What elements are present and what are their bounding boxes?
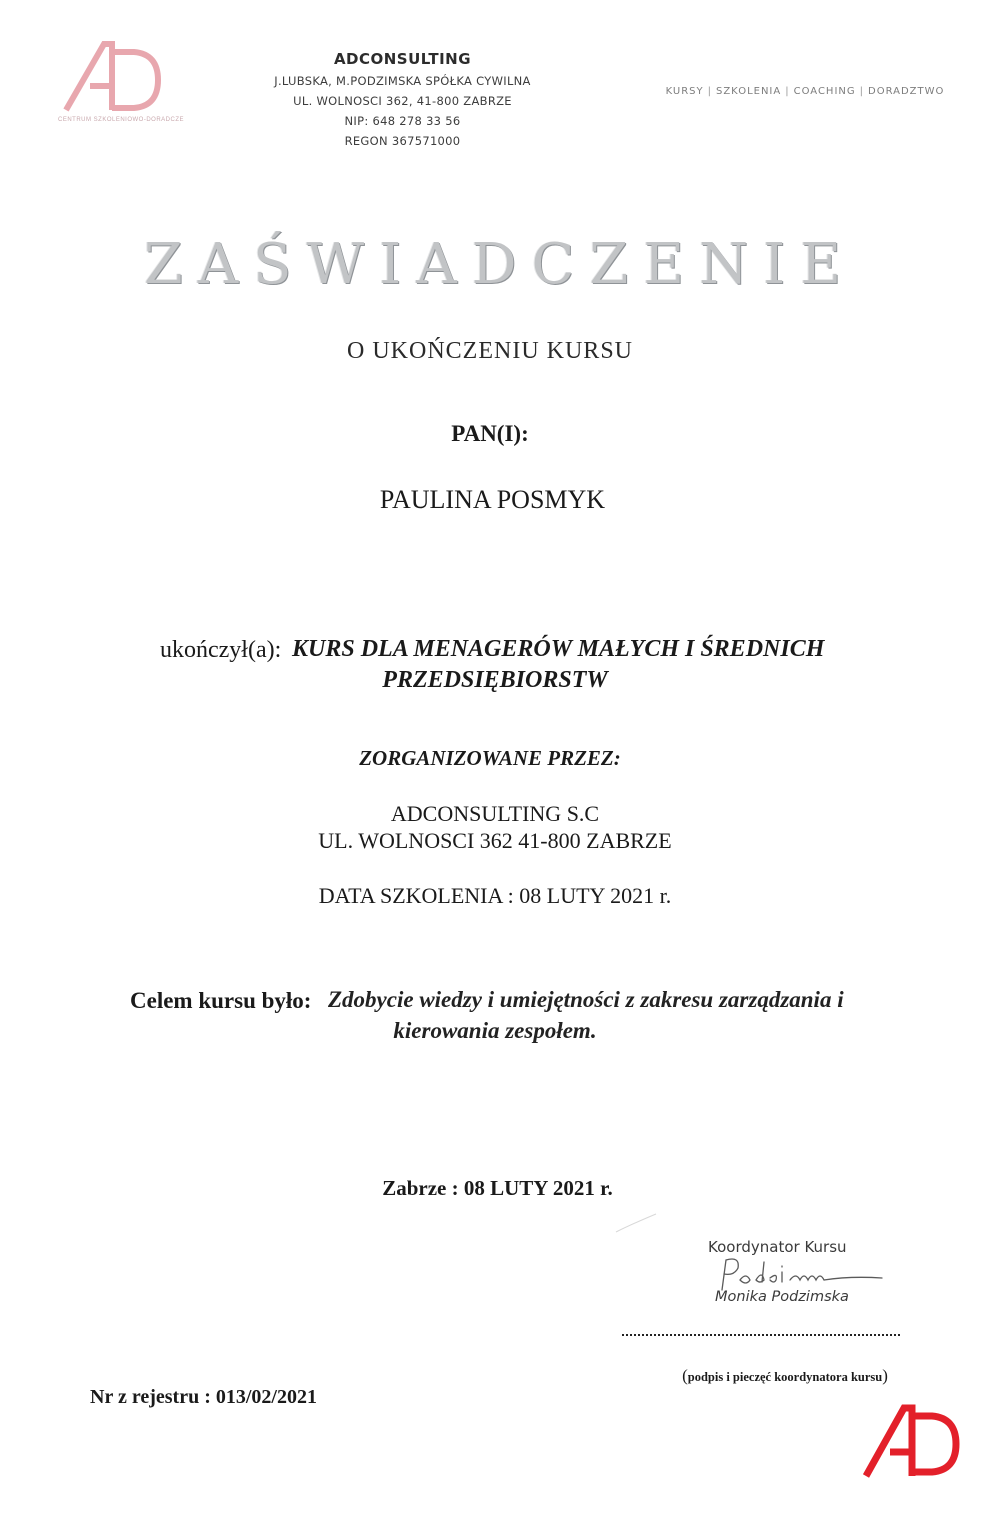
place-and-date: Zabrze : 08 LUTY 2021 r. bbox=[382, 1176, 613, 1200]
company-nip: NIP: 648 278 33 56 bbox=[344, 114, 461, 128]
coordinator-name: Monika Podzimska bbox=[715, 1289, 849, 1305]
course-name-line1: KURS DLA MENAGERÓW MAŁYCH I ŚREDNICH bbox=[292, 636, 825, 662]
document-subtitle: O UKOŃCZENIU KURSU bbox=[347, 338, 633, 364]
company-name: ADCONSULTING bbox=[333, 50, 472, 68]
logo-tagline: CENTRUM SZKOLENIOWO-DORADCZE bbox=[58, 117, 185, 123]
course-name-line2: PRZEDSIĘBIORSTW bbox=[382, 667, 608, 693]
register-number: Nr z rejestru : 013/02/2021 bbox=[90, 1386, 317, 1408]
course-goal-text-line1: Zdobycie wiedzy i umiejętności z zakresu zarządzania i bbox=[328, 987, 844, 1012]
service-item: COACHING bbox=[793, 86, 856, 97]
document-title: ZAŚWIADCZENIE bbox=[143, 232, 857, 297]
company-regon: REGON 367571000 bbox=[344, 134, 461, 148]
organized-by-label: ZORGANIZOWANE PRZEZ: bbox=[359, 746, 621, 770]
recipient-label: PAN(I): bbox=[451, 421, 529, 446]
service-item: SZKOLENIA bbox=[715, 86, 782, 97]
company-address: UL. WOLNOSCI 362, 41-800 ZABRZE bbox=[293, 94, 512, 108]
completed-label: ukończył(a): bbox=[160, 637, 282, 663]
company-logo-top bbox=[60, 36, 170, 116]
service-item: KURSY bbox=[665, 86, 704, 97]
company-info bbox=[250, 50, 555, 151]
recipient-name: PAULINA POSMYK bbox=[379, 485, 606, 514]
signature-caption: (podpis i pieczęć koordynatora kursu) bbox=[682, 1366, 888, 1385]
coordinator-stamp-label: Koordynator Kursu bbox=[708, 1238, 847, 1256]
signature-line bbox=[622, 1334, 900, 1336]
course-goal-label: Celem kursu było: bbox=[130, 988, 312, 1013]
organizer-name: ADCONSULTING S.C bbox=[390, 801, 600, 826]
company-logo-bottom bbox=[860, 1400, 965, 1480]
training-date: DATA SZKOLENIA : 08 LUTY 2021 r. bbox=[318, 883, 672, 908]
services-list: KURSY | SZKOLENIA | COACHING | DORADZTWO bbox=[665, 86, 945, 97]
organizer-address: UL. WOLNOSCI 362 41-800 ZABRZE bbox=[318, 828, 672, 853]
service-item: DORADZTWO bbox=[868, 86, 945, 97]
company-owners: J.LUBSKA, M.PODZIMSKA SPÓŁKA CYWILNA bbox=[274, 74, 531, 88]
course-goal-text-line2: kierowania zespołem. bbox=[393, 1018, 597, 1043]
pen-mark bbox=[612, 1208, 662, 1238]
